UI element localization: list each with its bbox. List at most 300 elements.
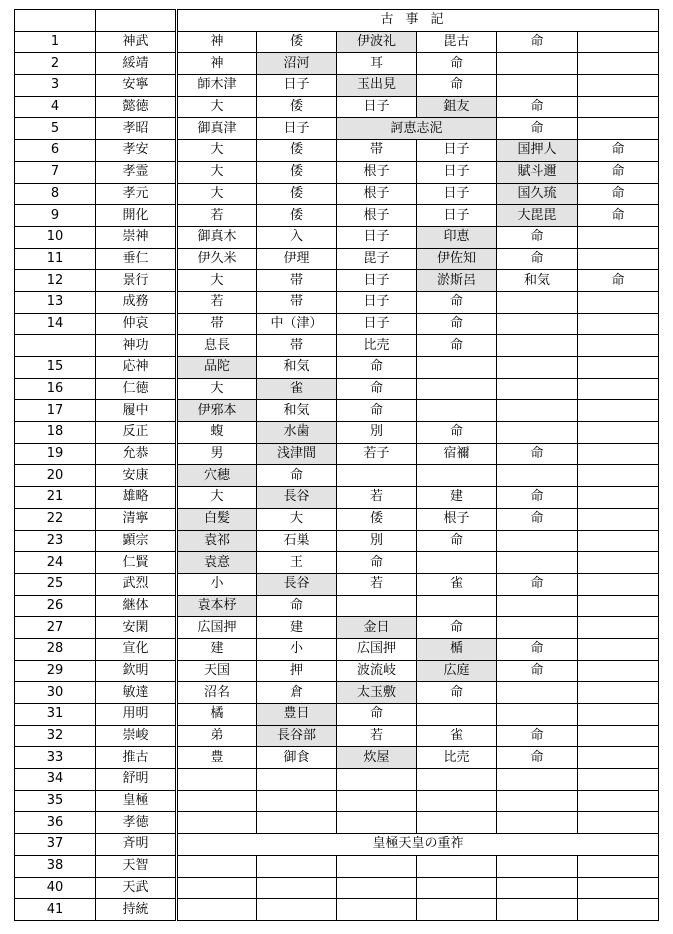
name-part-cell [177,855,257,877]
name-part-cell [497,291,578,313]
name-part-cell: 帯 [257,270,337,292]
name-part-cell [497,855,578,877]
name-part-cell [417,357,497,379]
name-part-cell: 御真津 [177,118,257,140]
name-part-cell [337,812,417,834]
name-part-cell: 倭 [257,205,337,227]
row-number: 24 [15,552,96,574]
table-row [15,877,659,899]
name-part-cell [417,595,497,617]
row-number: 7 [15,161,96,183]
emperor-name: 持統 [96,899,177,921]
emperor-name: 孝昭 [96,118,177,140]
name-part-cell [337,855,417,877]
name-part-cell: 師木津 [177,75,257,97]
row-number: 5 [15,118,96,140]
row-number: 36 [15,812,96,834]
name-part-cell: 小 [257,638,337,660]
name-part-cell: 命 [417,53,497,75]
name-part-cell [578,53,659,75]
row-number: 2 [15,53,96,75]
name-part-cell: 日子 [417,161,497,183]
table-body [15,10,659,921]
row-number: 15 [15,357,96,379]
name-part-cell: 大 [177,96,257,118]
header-name-cell [96,10,177,32]
table-row [15,248,659,270]
table-row [15,205,659,227]
name-part-cell: 毘子 [337,248,417,270]
name-part-cell: 若 [177,205,257,227]
name-part-cell [578,465,659,487]
emperor-name: 継体 [96,595,177,617]
name-part-cell [337,769,417,791]
name-part-cell: 大 [177,161,257,183]
row-number: 31 [15,704,96,726]
table-row [15,747,659,769]
name-part-cell: 若 [177,291,257,313]
emperor-name: 孝元 [96,183,177,205]
name-part-cell: 水歯 [257,422,337,444]
name-part-cell: 炊屋 [337,747,417,769]
table-row [15,335,659,357]
name-part-cell: 和気 [497,270,578,292]
table-row [15,595,659,617]
name-part-cell: 命 [417,313,497,335]
name-part-cell [578,118,659,140]
emperor-name: 成務 [96,291,177,313]
name-part-cell [257,790,337,812]
name-part-cell: 日子 [337,270,417,292]
emperor-name: 武烈 [96,573,177,595]
name-part-cell [417,812,497,834]
name-part-cell [497,378,578,400]
name-part-cell: 建 [257,617,337,639]
emperor-name: 宣化 [96,638,177,660]
row-number: 19 [15,443,96,465]
name-part-cell [578,660,659,682]
table-row [15,75,659,97]
name-part-cell [578,378,659,400]
name-part-cell [497,899,578,921]
table-row [15,573,659,595]
name-part-cell: 命 [497,660,578,682]
table-row [15,161,659,183]
table-row [15,226,659,248]
name-part-cell: 大 [177,378,257,400]
name-part-cell: 大 [177,183,257,205]
name-part-cell [497,400,578,422]
name-part-cell: 命 [497,443,578,465]
name-part-cell [578,313,659,335]
name-part-cell: 御食 [257,747,337,769]
name-part-cell [337,595,417,617]
emperor-name: 仁徳 [96,378,177,400]
name-part-cell: 袁意 [177,552,257,574]
name-part-cell: 入 [257,226,337,248]
name-part-cell: 日子 [257,118,337,140]
row-number: 37 [15,834,96,856]
name-part-cell: 和気 [257,400,337,422]
row-number: 41 [15,899,96,921]
name-part-cell: 品陀 [177,357,257,379]
row-number: 26 [15,595,96,617]
row-number: 30 [15,682,96,704]
name-part-cell [257,769,337,791]
emperor-name: 皇極 [96,790,177,812]
emperor-name: 推古 [96,747,177,769]
name-part-cell [417,790,497,812]
emperor-name: 景行 [96,270,177,292]
name-part-cell [578,530,659,552]
name-part-cell [497,595,578,617]
name-part-cell: 根子 [417,508,497,530]
name-part-cell: 命 [497,725,578,747]
table-row [15,899,659,921]
name-part-cell [497,812,578,834]
name-part-cell: 若 [337,573,417,595]
emperor-name: 孝安 [96,140,177,162]
name-part-cell [257,812,337,834]
table-row [15,834,659,856]
name-part-cell [578,75,659,97]
name-part-cell: 比売 [337,335,417,357]
table-row [15,812,659,834]
name-part-cell: 男 [177,443,257,465]
table-row [15,552,659,574]
table-row [15,378,659,400]
name-part-cell [257,855,337,877]
name-part-cell: 雀 [257,378,337,400]
row-number: 21 [15,487,96,509]
name-part-cell: 別 [337,422,417,444]
name-part-cell: 倭 [257,140,337,162]
name-part-cell [578,422,659,444]
name-part-cell [578,725,659,747]
name-part-cell [177,790,257,812]
name-part-cell [578,400,659,422]
emperor-names-table [14,9,659,921]
name-part-cell: 根子 [337,161,417,183]
name-part-cell [578,638,659,660]
name-part-cell: 白髪 [177,508,257,530]
row-number: 10 [15,226,96,248]
name-part-cell: 中（津） [257,313,337,335]
table-row [15,487,659,509]
name-part-cell: 伊波礼 [337,31,417,53]
name-part-cell: 倭 [257,161,337,183]
name-part-cell: 宿禰 [417,443,497,465]
name-part-cell: 命 [337,552,417,574]
name-part-cell: 御真木 [177,226,257,248]
name-part-cell [497,313,578,335]
emperor-name: 崇神 [96,226,177,248]
name-part-cell [578,508,659,530]
name-part-cell: 別 [337,530,417,552]
name-part-cell: 波流岐 [337,660,417,682]
table-row [15,617,659,639]
table-row [15,96,659,118]
row-number: 1 [15,31,96,53]
row-number: 6 [15,140,96,162]
row-number: 33 [15,747,96,769]
emperor-name: 孝徳 [96,812,177,834]
name-part-cell: 命 [417,291,497,313]
name-part-cell: 比売 [417,747,497,769]
name-part-cell: 命 [578,270,659,292]
name-part-cell [578,617,659,639]
name-part-cell: 押 [257,660,337,682]
emperor-name: 開化 [96,205,177,227]
name-part-cell: 大 [177,270,257,292]
name-part-cell: 和気 [257,357,337,379]
name-part-cell [417,899,497,921]
name-part-cell [177,812,257,834]
name-part-cell: 橘 [177,704,257,726]
emperor-name: 綏靖 [96,53,177,75]
name-part-cell [417,552,497,574]
name-part-cell: 玉出見 [337,75,417,97]
row-number: 38 [15,855,96,877]
name-part-cell: 日子 [337,291,417,313]
name-part-cell: 天国 [177,660,257,682]
name-part-cell: 金日 [337,617,417,639]
name-part-cell: 沼河 [257,53,337,75]
row-number: 20 [15,465,96,487]
name-part-cell [417,769,497,791]
emperor-name: 反正 [96,422,177,444]
name-part-cell: 帯 [257,291,337,313]
name-part-cell: 命 [337,357,417,379]
name-part-cell [578,96,659,118]
row-number: 23 [15,530,96,552]
name-part-cell [177,899,257,921]
emperor-name: 天智 [96,855,177,877]
name-part-cell: 雀 [417,725,497,747]
emperor-name: 懿徳 [96,96,177,118]
name-part-cell [497,704,578,726]
name-part-cell [578,573,659,595]
name-part-cell: 小 [177,573,257,595]
name-part-cell: 命 [497,118,578,140]
table-row [15,530,659,552]
emperor-name: 雄略 [96,487,177,509]
name-part-cell: 命 [337,704,417,726]
name-part-cell: 袁本杼 [177,595,257,617]
name-part-cell [578,248,659,270]
name-part-cell [257,899,337,921]
row-number: 3 [15,75,96,97]
name-part-cell [497,465,578,487]
name-part-cell [578,226,659,248]
table-row [15,855,659,877]
header-row [15,10,659,32]
name-part-cell: 命 [497,508,578,530]
emperor-name: 天武 [96,877,177,899]
name-part-cell [417,378,497,400]
name-part-cell: 倭 [337,508,417,530]
name-part-cell: 命 [337,400,417,422]
name-part-cell: 命 [257,465,337,487]
emperor-name: 安康 [96,465,177,487]
name-part-cell [578,790,659,812]
name-part-cell: 倭 [257,31,337,53]
name-part-cell: 伊久米 [177,248,257,270]
name-part-cell: 長谷部 [257,725,337,747]
table-row [15,725,659,747]
name-part-cell: 淤斯呂 [417,270,497,292]
name-part-cell: 命 [417,530,497,552]
row-number: 28 [15,638,96,660]
table-row [15,270,659,292]
row-number: 22 [15,508,96,530]
name-part-cell [578,747,659,769]
name-part-cell [257,877,337,899]
name-part-cell [177,877,257,899]
name-part-cell [578,291,659,313]
name-part-cell: 伊佐知 [417,248,497,270]
name-part-cell: 印恵 [417,226,497,248]
name-part-cell [578,31,659,53]
row-number [15,335,96,357]
name-part-cell: 太玉敷 [337,682,417,704]
name-part-cell: 命 [497,638,578,660]
name-part-cell: 根子 [337,205,417,227]
name-part-cell: 命 [497,31,578,53]
row-number: 8 [15,183,96,205]
name-part-cell: 神 [177,31,257,53]
name-part-cell: 若 [337,725,417,747]
emperor-name: 神功 [96,335,177,357]
row-number: 25 [15,573,96,595]
name-part-cell: 帯 [337,140,417,162]
name-part-cell: 若子 [337,443,417,465]
name-part-cell [337,790,417,812]
name-part-cell: 日子 [337,313,417,335]
header-no-cell [15,10,96,32]
name-part-cell [497,75,578,97]
name-part-cell: 沼名 [177,682,257,704]
name-part-cell [578,855,659,877]
name-part-cell: 耳 [337,53,417,75]
name-part-cell: 浅津間 [257,443,337,465]
row-number: 9 [15,205,96,227]
table-row [15,508,659,530]
name-part-cell [417,855,497,877]
emperor-name: 欽明 [96,660,177,682]
row-number: 16 [15,378,96,400]
name-part-cell [497,530,578,552]
table-row [15,790,659,812]
name-part-cell: 命 [257,595,337,617]
row-number: 29 [15,660,96,682]
emperor-name: 履中 [96,400,177,422]
name-part-cell [417,465,497,487]
name-part-cell [578,769,659,791]
name-part-cell: 訶恵志泥 [337,118,497,140]
name-part-cell [578,595,659,617]
table-row [15,422,659,444]
table-row [15,638,659,660]
name-part-cell: 命 [578,183,659,205]
name-part-cell [578,682,659,704]
emperor-name: 顕宗 [96,530,177,552]
emperor-name: 応神 [96,357,177,379]
name-part-cell: 命 [497,747,578,769]
row-number: 35 [15,790,96,812]
name-part-cell: 命 [417,335,497,357]
emperor-name: 斉明 [96,834,177,856]
name-part-cell: 命 [417,75,497,97]
name-part-cell: 蝮 [177,422,257,444]
table-row [15,291,659,313]
emperor-name: 清寧 [96,508,177,530]
emperor-name: 安閑 [96,617,177,639]
name-part-cell [497,682,578,704]
name-part-cell [578,812,659,834]
name-part-cell: 命 [497,487,578,509]
name-part-cell: 鉏友 [417,96,497,118]
name-part-cell: 楯 [417,638,497,660]
name-part-cell: 日子 [417,140,497,162]
name-part-cell: 豊 [177,747,257,769]
name-part-cell: 豊日 [257,704,337,726]
table-row [15,465,659,487]
name-part-cell: 穴穂 [177,465,257,487]
name-part-cell: 命 [497,573,578,595]
name-part-cell: 建 [177,638,257,660]
name-part-cell: 大毘毘 [497,205,578,227]
name-part-cell [497,53,578,75]
name-part-cell [417,877,497,899]
emperor-name: 仁賢 [96,552,177,574]
note-cell: 皇極天皇の重祚 [177,834,659,856]
name-part-cell: 帯 [177,313,257,335]
table-title: 古事記 [177,10,659,32]
name-part-cell: 命 [578,140,659,162]
name-part-cell [497,769,578,791]
row-number: 14 [15,313,96,335]
emperor-name: 崇峻 [96,725,177,747]
name-part-cell [578,704,659,726]
name-part-cell: 日子 [337,226,417,248]
name-part-cell [337,465,417,487]
name-part-cell: 広庭 [417,660,497,682]
row-number: 27 [15,617,96,639]
table-row [15,660,659,682]
table-row [15,400,659,422]
name-part-cell [337,899,417,921]
name-part-cell: 広国押 [337,638,417,660]
name-part-cell: 息長 [177,335,257,357]
name-part-cell: 国押人 [497,140,578,162]
name-part-cell [497,422,578,444]
name-part-cell [417,400,497,422]
table-row [15,183,659,205]
table-row [15,31,659,53]
name-part-cell [497,357,578,379]
table-row [15,357,659,379]
name-part-cell: 伊理 [257,248,337,270]
row-number: 34 [15,769,96,791]
name-part-cell [578,443,659,465]
name-part-cell: 王 [257,552,337,574]
emperor-name: 敏達 [96,682,177,704]
name-part-cell: 倭 [257,183,337,205]
name-part-cell: 命 [497,248,578,270]
name-part-cell: 命 [417,422,497,444]
table-row [15,443,659,465]
